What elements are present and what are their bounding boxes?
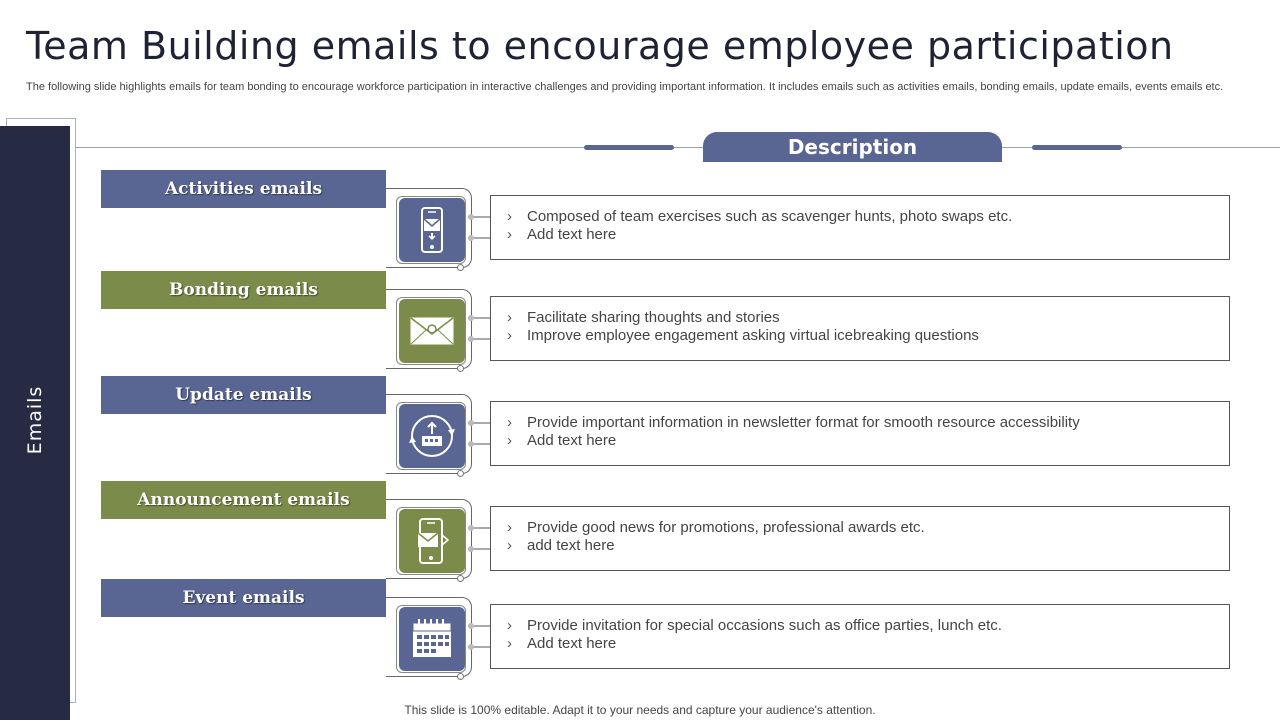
email-row-event (0, 579, 1280, 679)
email-row-bonding (0, 271, 1280, 371)
email-row-activities (0, 170, 1280, 270)
description-box (490, 401, 1230, 466)
row-label: Update emails (101, 376, 386, 414)
bullet-item: › Add text here (507, 635, 617, 652)
bullet-item: › Facilitate sharing thoughts and stories (507, 309, 780, 326)
bullet-item: › Composed of team exercises such as scavenger hunts, photo swaps etc. (507, 208, 1013, 225)
slide-title: Team Building emails to encourage employee participation (26, 24, 1174, 68)
description-box (490, 296, 1230, 361)
bracket-dot (457, 365, 464, 372)
description-box (490, 604, 1230, 669)
bullet-item: › Provide important information in newsletter format for smooth resource accessibility (507, 414, 1080, 431)
update-cycle-icon (399, 404, 465, 468)
connector (468, 216, 490, 218)
email-row-announcement (0, 481, 1280, 581)
connector (468, 237, 490, 239)
description-box (490, 506, 1230, 571)
header-accent-right (1032, 145, 1122, 150)
bullet-item: › Provide invitation for special occasions such as office parties, lunch etc. (507, 617, 1002, 634)
connector (468, 548, 490, 550)
bullet-item: › Provide good news for promotions, professional awards etc. (507, 519, 925, 536)
phone-mail-icon (399, 509, 465, 573)
connector (468, 422, 490, 424)
connector (468, 338, 490, 340)
row-label: Announcement emails (101, 481, 386, 519)
connector (468, 317, 490, 319)
connector (468, 625, 490, 627)
sidebar-label: Emails (24, 385, 46, 455)
connector (468, 646, 490, 648)
calendar-icon (399, 607, 465, 671)
bullet-item: › add text here (507, 537, 615, 554)
email-row-update (0, 376, 1280, 476)
envelope-icon (399, 299, 465, 363)
bracket-dot (457, 470, 464, 477)
row-label: Bonding emails (101, 271, 386, 309)
description-box (490, 195, 1230, 260)
footer-note: This slide is 100% editable. Adapt it to your needs and capture your audience's attention. (404, 703, 876, 717)
bracket-dot (457, 673, 464, 680)
bullet-item: › Improve employee engagement asking virtual icebreaking questions (507, 327, 979, 344)
header-accent-left (584, 145, 674, 150)
connector (468, 527, 490, 529)
bracket-dot (457, 264, 464, 271)
mobile-mail-icon (399, 198, 465, 262)
bullet-item: › Add text here (507, 432, 617, 449)
description-header: Description (703, 132, 1002, 162)
row-label: Activities emails (101, 170, 386, 208)
connector (468, 443, 490, 445)
slide-subtitle: The following slide highlights emails for team bonding to encourage workforce participation in interactive challenges and providing important information. It includes emails such as activities emails, bonding emails, update emails, events emails etc. (26, 81, 1224, 93)
bullet-item: › Add text here (507, 226, 617, 243)
row-label: Event emails (101, 579, 386, 617)
